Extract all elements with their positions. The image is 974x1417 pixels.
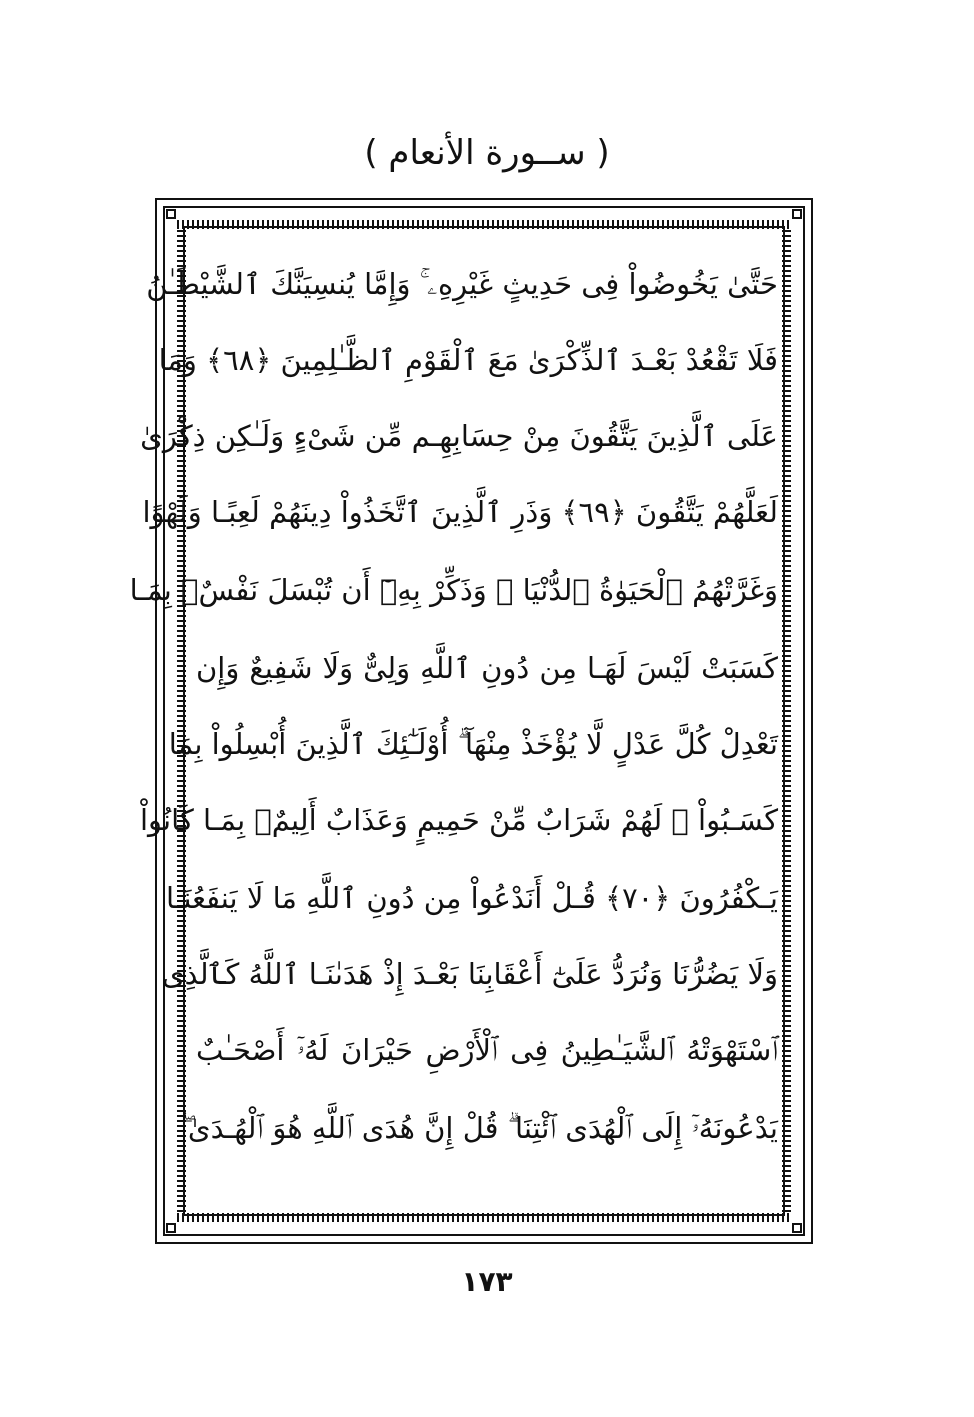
verse-line-1: حَتَّىٰ يَخُوضُواْ فِى حَدِيثٍ غَيْرِهِۦ ۚ وَإِمَّا يُنسِيَنَّكَ ٱلشَّيْطَـٰنُ (146, 267, 778, 301)
page-number: ١٧٣ (461, 1265, 513, 1298)
corner-ornament-bottom-left (166, 1223, 176, 1233)
verse-line-10: وَلَا يَضُرُّنَا وَنُرَدُّ عَلَىٰٓ أَعْقَابِنَا بَعْـدَ إِذْ هَدَىٰنَـا ٱللَّهُ كَٱلَّذِى (161, 957, 778, 991)
verse-line-2: فَلَا تَقْعُدْ بَعْـدَ ٱلذِّكْرَىٰ مَعَ ٱلْقَوْمِ ٱلظَّـٰلِمِينَ ﴿٦٨﴾ وَمَا (158, 343, 778, 377)
verse-line-8: كَسَـبُواْ ۖ لَهُمْ شَرَابٌ مِّنْ حَمِيمٍ وَعَذَابٌ أَلِيمٌۢ بِمَـا كَانُواْ (140, 803, 778, 837)
verse-line-3: عَلَى ٱلَّذِينَ يَتَّقُونَ مِنْ حِسَابِهِـم مِّن شَىْءٍ وَلَـٰكِن ذِكْرَىٰ (140, 419, 778, 453)
corner-ornament-top-right (792, 209, 802, 219)
verse-line-7: تَعْدِلْ كُلَّ عَدْلٍ لَّا يُؤْخَذْ مِنْهَآ ۗ أُوْلَـٰٓئِكَ ٱلَّذِينَ أُبْسِلُواْ بِمَا (168, 727, 778, 761)
verse-line-4: لَعَلَّهُمْ يَتَّقُونَ ﴿٦٩﴾ وَذَرِ ٱلَّذِينَ ٱتَّخَذُواْ دِينَهُمْ لَعِبًـا وَلَهْوًا (142, 495, 778, 529)
corner-ornament-bottom-right (792, 1223, 802, 1233)
verse-line-12: يَدْعُونَهُۥٓ إِلَى ٱلْهُدَى ٱئْتِنَا ۗ قُلْ إِنَّ هُدَى ٱللَّهِ هُوَ ٱلْهُـدَىٰ ۖ (180, 1111, 778, 1145)
surah-title: ( ســورة الأنعام ) (364, 133, 610, 173)
verse-line-11: ٱسْتَهْوَتْهُ ٱلشَّيَـٰطِينُ فِى ٱلْأَرْضِ حَيْرَانَ لَهُۥٓ أَصْحَـٰبٌ (196, 1033, 778, 1067)
verse-line-5: وَغَرَّتْهُمُ ٱلْحَيَوٰةُ ٱلدُّنْيَا ۚ وَذَكِّرْ بِهِۦٓ أَن تُبْسَلَ نَفْسٌۢ بِمَـا (129, 573, 778, 607)
corner-ornament-top-left (166, 209, 176, 219)
verse-line-6: كَسَبَتْ لَيْسَ لَهَـا مِن دُونِ ٱللَّهِ وَلِىٌّ وَلَا شَفِيعٌ وَإِن (196, 651, 778, 685)
verse-text-block (129, 248, 778, 1208)
verse-line-9: يَـكْفُرُونَ ﴿٧٠﴾ قُـلْ أَنَدْعُواْ مِن دُونِ ٱللَّهِ مَا لَا يَنفَعُنَـا (166, 881, 778, 915)
